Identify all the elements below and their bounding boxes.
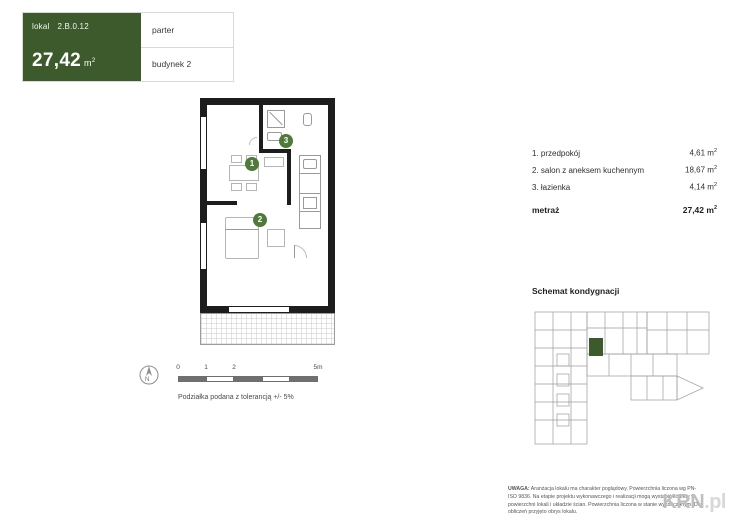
compass-label: N [145, 377, 150, 383]
floor-scheme-title: Schemat kondygnacji [532, 286, 620, 296]
kitchen-hob [303, 197, 317, 209]
plan-interior [207, 105, 328, 306]
unit-area-unit [84, 58, 95, 68]
room-row [532, 165, 717, 175]
floor-scheme-svg [527, 308, 722, 448]
disclaimer-text: Aranżacja lokalu ma charakter poglądowy. Powierzchnia liczona wg PN-ISO 9836. Na etapie projektu wykonawczego i realizacji mogą wystąpić korekty w powierzchni lokali i układzie ścian. Powierzchnia liczona w stanie wykończonym. Do obliczeń przyjęto obrys lokalu. [508, 486, 701, 516]
window-left-upper [200, 117, 207, 169]
window-left-lower [200, 223, 207, 269]
scale-seg-4 [262, 376, 290, 382]
room-marker-1[interactable]: 1 [245, 157, 259, 171]
partition-vertical-hall [287, 149, 291, 205]
scale-label-5m: 5m [313, 364, 323, 371]
highlighted-unit [589, 338, 603, 356]
room-label: 3. łazienka [532, 182, 571, 192]
total-area-sup: 2 [713, 205, 717, 212]
kitchen-counter-div-1 [299, 173, 321, 174]
compass-svg [136, 362, 162, 388]
unit-area [32, 50, 96, 72]
kitchen-counter-div-3 [299, 211, 321, 212]
sofa-cushion-line [225, 229, 259, 230]
room-area [689, 148, 717, 158]
total-area-value-wrap [683, 205, 717, 215]
coffee-table [267, 229, 285, 247]
room-area [685, 165, 717, 175]
room-label: 2. salon z aneksem kuchennym [532, 165, 645, 175]
scale-label-2: 2 [232, 364, 236, 371]
total-area-row [532, 205, 717, 215]
compass-icon [136, 362, 162, 388]
terrace-hatch [200, 313, 335, 345]
total-area-label: metraż [532, 204, 560, 215]
room-marker-2[interactable]: 2 [253, 213, 267, 227]
room-area-sup: 2 [713, 148, 717, 154]
unit-meta [141, 13, 233, 81]
room-area [689, 182, 717, 192]
watermark-text: KRN [662, 491, 705, 513]
hall-wardrobe [264, 157, 284, 167]
watermark [662, 491, 726, 514]
lokal-code: 2.B.0.12 [57, 22, 89, 31]
partition-horizontal-lower [207, 201, 237, 205]
kitchen-counter-div-2 [299, 193, 321, 194]
door-leaf-entrance [294, 245, 295, 258]
scale-label-0: 0 [176, 364, 180, 371]
room-area-sup: 2 [713, 182, 717, 189]
scale-bar-ticks [178, 376, 318, 382]
unit-floor: parter [141, 13, 233, 48]
room-area-value: 4,14 m [689, 182, 714, 192]
scale-bar [176, 364, 323, 382]
scale-seg-3 [234, 376, 262, 382]
total-area-value: 27,42 m [682, 204, 714, 215]
dining-chair-3 [231, 183, 242, 191]
disclaimer-prefix: UWAGA: [508, 486, 530, 492]
room-area-value: 18,67 m [685, 165, 714, 175]
unit-id-line [32, 22, 141, 31]
scale-seg-1 [178, 376, 206, 382]
bath-toilet [303, 113, 312, 126]
scale-tolerance-note: Podziałka podana z tolerancją +/- 5% [178, 394, 294, 401]
floor-plan [200, 98, 335, 313]
partition-vertical-bath [259, 105, 263, 149]
dining-chair-1 [231, 155, 242, 163]
unit-building: budynek 2 [152, 59, 192, 70]
lokal-label: lokal [32, 22, 50, 31]
kitchen-sink [303, 159, 317, 169]
room-area-sup: 2 [713, 165, 717, 172]
unit-area-unit-text: m [84, 58, 92, 68]
room-schedule [532, 148, 717, 215]
scale-seg-2 [206, 376, 234, 382]
scale-label-1: 1 [204, 364, 208, 371]
unit-area-unit-sup: 2 [91, 58, 96, 64]
watermark-suffix: .pl [704, 491, 726, 513]
room-label: 1. przedpokój [532, 148, 581, 158]
room-row [532, 148, 717, 158]
unit-area-value: 27,42 [32, 50, 82, 71]
scale-seg-5 [290, 376, 318, 382]
unit-summary [23, 13, 141, 81]
unit-header [22, 12, 234, 82]
room-row [532, 182, 717, 192]
window-bottom [229, 306, 289, 313]
floor-scheme-diagram [527, 308, 722, 448]
room-marker-3[interactable]: 3 [279, 134, 293, 148]
room-area-value: 4,61 m [689, 148, 714, 158]
dining-chair-4 [246, 183, 257, 191]
